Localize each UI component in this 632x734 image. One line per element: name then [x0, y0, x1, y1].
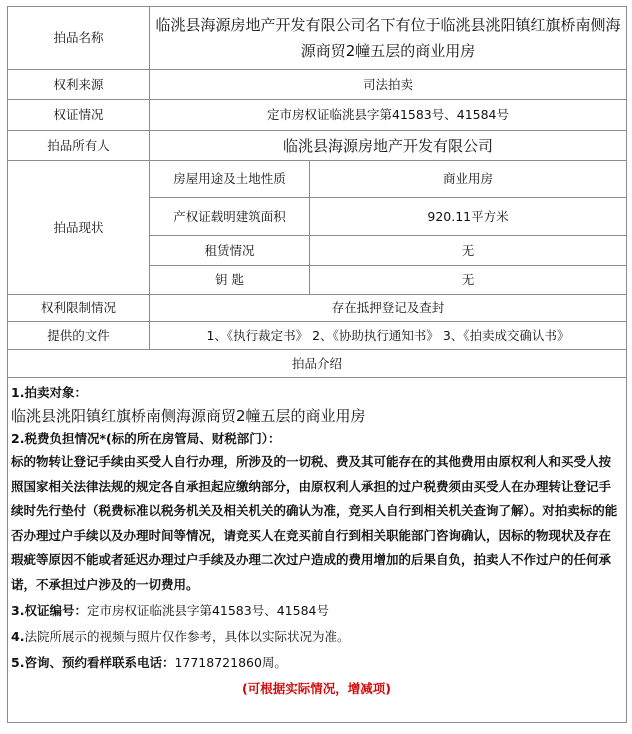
row-restriction	[8, 295, 627, 322]
row-certificate	[8, 100, 627, 131]
status-label-key: 钥 匙	[150, 266, 310, 295]
row-documents	[8, 322, 627, 350]
intro-content	[8, 378, 627, 723]
row-item-name	[8, 7, 627, 70]
label-rights-source: 权利来源	[8, 70, 150, 100]
s1-heading: 1.拍卖对象：	[11, 385, 87, 400]
row-intro-content	[8, 378, 627, 723]
label-status: 拍品现状	[8, 161, 150, 295]
intro-title: 拍品介绍	[8, 350, 627, 378]
s3-line	[11, 598, 622, 624]
label-documents: 提供的文件	[8, 322, 150, 350]
s4-line	[11, 624, 622, 650]
adjust-note: (可根据实际情况，增减项)	[242, 680, 391, 696]
label-item-name: 拍品名称	[8, 7, 150, 70]
row-rights-source	[8, 70, 627, 100]
row-status-use	[8, 161, 627, 198]
value-rights-source: 司法拍卖	[150, 70, 627, 100]
s4-heading: 4.	[11, 628, 25, 644]
s4-text: 法院所展示的视频与照片仅作参考，具体以实际状况为准。	[24, 628, 350, 644]
status-value-lease: 无	[310, 236, 627, 266]
row-intro-title	[8, 350, 627, 378]
s2-text: 标的物转让登记手续由买受人自行办理，所涉及的一切税、费及其可能存在的其他费用由原权利人和买受人按照国家相关法律法规的规定各自承担起应缴纳部分，由原权利人承担的过户税费须由买受人在办理转让登记手续时先行垫付（税费标准以税务机关及相关机关的确认为准，竞买人自行到相关机关查询了解）。对拍卖标的能否办理过户手续以及办理时间等情况，请竞买人在竞买前自行到相关职能部门咨询确认，因标的物现状及存在瑕疵等原因不能或者延迟办理过户手续及办理二次过户造成的费用增加的后果自负，拍卖人不作过户的任何承诺，不承担过户涉及的一切费用。	[11, 454, 618, 592]
value-owner: 临洮县海源房地产开发有限公司	[150, 131, 627, 161]
s3-text: 定市房权证临洮县字第41583号、41584号	[86, 602, 329, 618]
value-documents: 1、《执行裁定书》 2、《协助执行通知书》 3、《拍卖成交确认书》	[150, 322, 627, 350]
status-value-key: 无	[310, 266, 627, 295]
status-value-area: 920.11平方米	[310, 198, 627, 236]
status-value-use: 商业用房	[310, 161, 627, 198]
status-label-use: 房屋用途及土地性质	[150, 161, 310, 198]
value-restriction: 存在抵押登记及查封	[150, 295, 627, 322]
auction-info-sheet	[7, 6, 626, 727]
auction-table	[7, 6, 627, 723]
status-label-area: 产权证载明建筑面积	[150, 198, 310, 236]
s5-text: 17718721860周。	[174, 654, 287, 670]
value-certificate: 定市房权证临洮县字第41583号、41584号	[150, 100, 627, 131]
s1-text: 临洮县洮阳镇红旗桥南侧海源商贸2幢五层的商业用房	[11, 407, 366, 425]
label-restriction: 权利限制情况	[8, 295, 150, 322]
label-certificate: 权证情况	[8, 100, 150, 131]
s2-heading: 2.税费负担情况*(标的所在房管局、财税部门）：	[11, 431, 281, 446]
value-item-name: 临洮县海源房地产开发有限公司名下有位于临洮县洮阳镇红旗桥南侧海源商贸2幢五层的商业用房	[150, 7, 627, 70]
s3-heading: 3.权证编号：	[11, 602, 87, 618]
s5-heading: 5.咨询、预约看样联系电话：	[11, 654, 175, 670]
row-owner	[8, 131, 627, 161]
label-owner: 拍品所有人	[8, 131, 150, 161]
status-label-lease: 租赁情况	[150, 236, 310, 266]
s5-line	[11, 650, 622, 676]
